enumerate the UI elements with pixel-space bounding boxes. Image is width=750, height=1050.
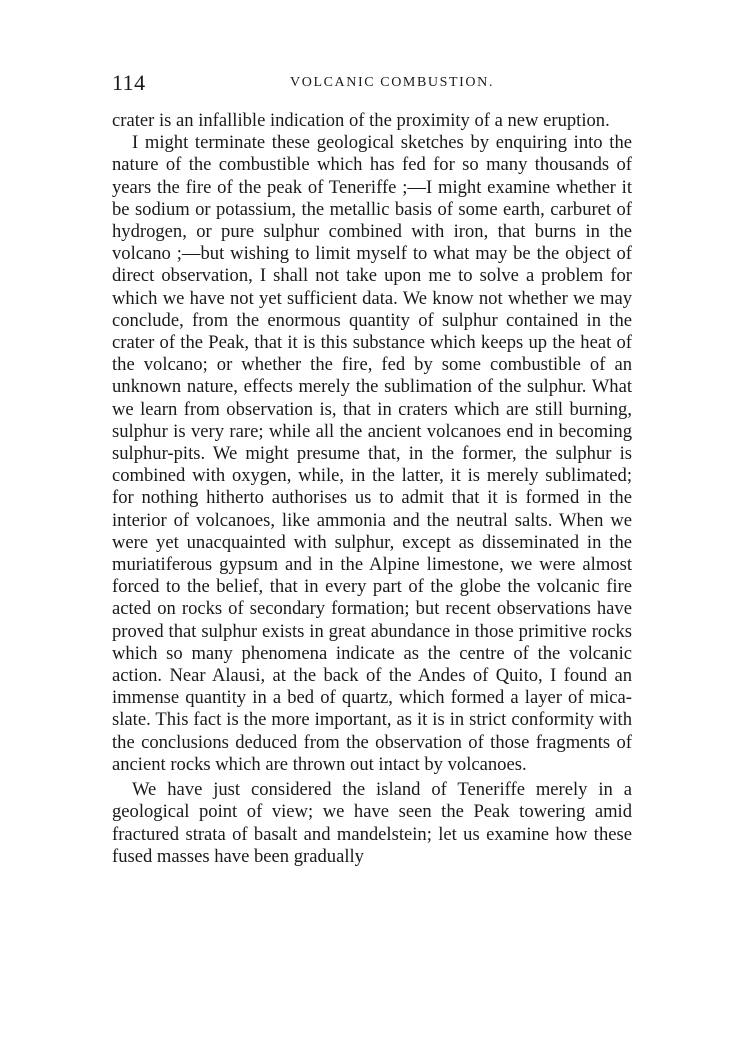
book-page [112,70,632,868]
paragraph-teneriffe: We have just considered the island of Teneriffe merely in a geological point of view; we have seen the Peak towering amid fractured strata of basalt and mandelstein; let us examine how these fused masses have been gradually [112,779,632,867]
paragraph-combustible: I might terminate these geological sketches by enquiring into the nature of the combustible which has fed for so many thousands of years the fire of the peak of Teneriffe ;—I might examine whether it be sodium or potassium, the metallic basis of some earth, carburet of hydrogen, or pure sulphur combined with iron, that burns in the volcano ;—but wishing to limit myself to what may be the object of direct observation, I shall not take upon me to solve a problem for which we have not yet sufficient data. We know not whether we may conclude, from the enormous quantity of sulphur contained in the crater of the Peak, that it is this substance which keeps up the heat of the volcano; or whether the fire, fed by some combustible of an unknown nature, effects merely the sublimation of the sulphur. What we learn from observation is, that in craters which are still burning, sulphur is very rare; while all the ancient volcanoes end in becoming sulphur-pits. We might presume that, in the former, the sulphur is combined with oxygen, while, in the latter, it is merely sublimated; for nothing hitherto authorises us to admit that it is formed in the interior of volcanoes, like ammonia and the neutral salts. When we were yet unacquainted with sulphur, except as disseminated in the muriatiferous gypsum and in the Alpine limestone, we were almost forced to the belief, that in every part of the globe the volcanic fire acted on rocks of secondary formation; but recent observations have proved that sulphur exists in great abundance in those primitive rocks which so many phenomena indicate as the centre of the volcanic action. Near Alausi, at the back of the Andes of Quito, I found an immense quantity in a bed of quartz, which formed a layer of mica-slate. This fact is the more important, as it is in strict conformity with the conclusions deduced from the observation of those fragments of ancient rocks which are thrown out intact by volcanoes. [112,132,632,775]
page-header [112,70,632,102]
body-text [112,110,632,868]
paragraph-continuation: crater is an infallible indication of the proximity of a new eruption. [112,110,610,131]
running-head: VOLCANIC COMBUSTION. [290,75,494,90]
page-number: 114 [112,70,146,95]
